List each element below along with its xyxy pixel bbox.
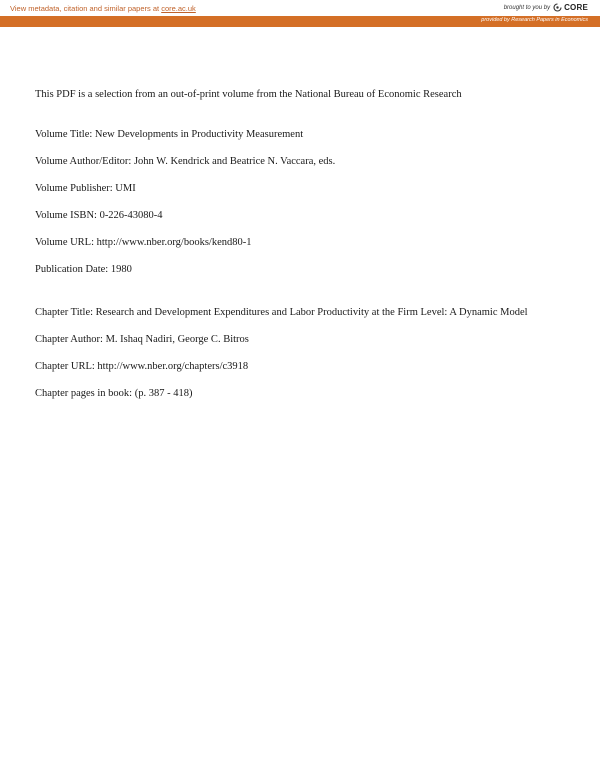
- core-logo[interactable]: [553, 3, 588, 12]
- chapter-title: Chapter Title: Research and Development Expenditures and Labor Productivity at the Firm Level: A Dynamic Model: [35, 307, 528, 318]
- metadata-prefix[interactable]: View metadata, citation and similar papers at: [10, 4, 162, 13]
- metadata-link-text[interactable]: [10, 4, 196, 13]
- volume-title: Volume Title: New Developments in Productivity Measurement: [35, 129, 304, 140]
- intro-text: This PDF is a selection from an out-of-print volume from the National Bureau of Economic Research: [35, 89, 462, 100]
- chapter-url[interactable]: Chapter URL: http://www.nber.org/chapters/c3918: [35, 361, 249, 372]
- core-banner: [0, 0, 600, 16]
- volume-url[interactable]: Volume URL: http://www.nber.org/books/kend80-1: [35, 237, 252, 248]
- chapter-author: Chapter Author: M. Ishaq Nadiri, George C. Bitros: [35, 334, 249, 345]
- core-logo-icon: [553, 3, 562, 12]
- brought-to-you-by[interactable]: [504, 3, 588, 12]
- provided-by-text[interactable]: provided by Research Papers in Economics: [481, 17, 588, 23]
- chapter-pages: Chapter pages in book: (p. 387 - 418): [35, 388, 193, 399]
- core-ac-uk-link[interactable]: core.ac.uk: [161, 4, 196, 13]
- volume-editor: Volume Author/Editor: John W. Kendrick and Beatrice N. Vaccara, eds.: [35, 156, 336, 167]
- core-logo-text: CORE: [564, 3, 588, 12]
- brought-by-text: brought to you by: [503, 4, 551, 11]
- publication-date: Publication Date: 1980: [35, 264, 132, 275]
- volume-isbn: Volume ISBN: 0-226-43080-4: [35, 210, 163, 221]
- orange-provider-bar: [0, 16, 600, 27]
- volume-publisher: Volume Publisher: UMI: [35, 183, 136, 194]
